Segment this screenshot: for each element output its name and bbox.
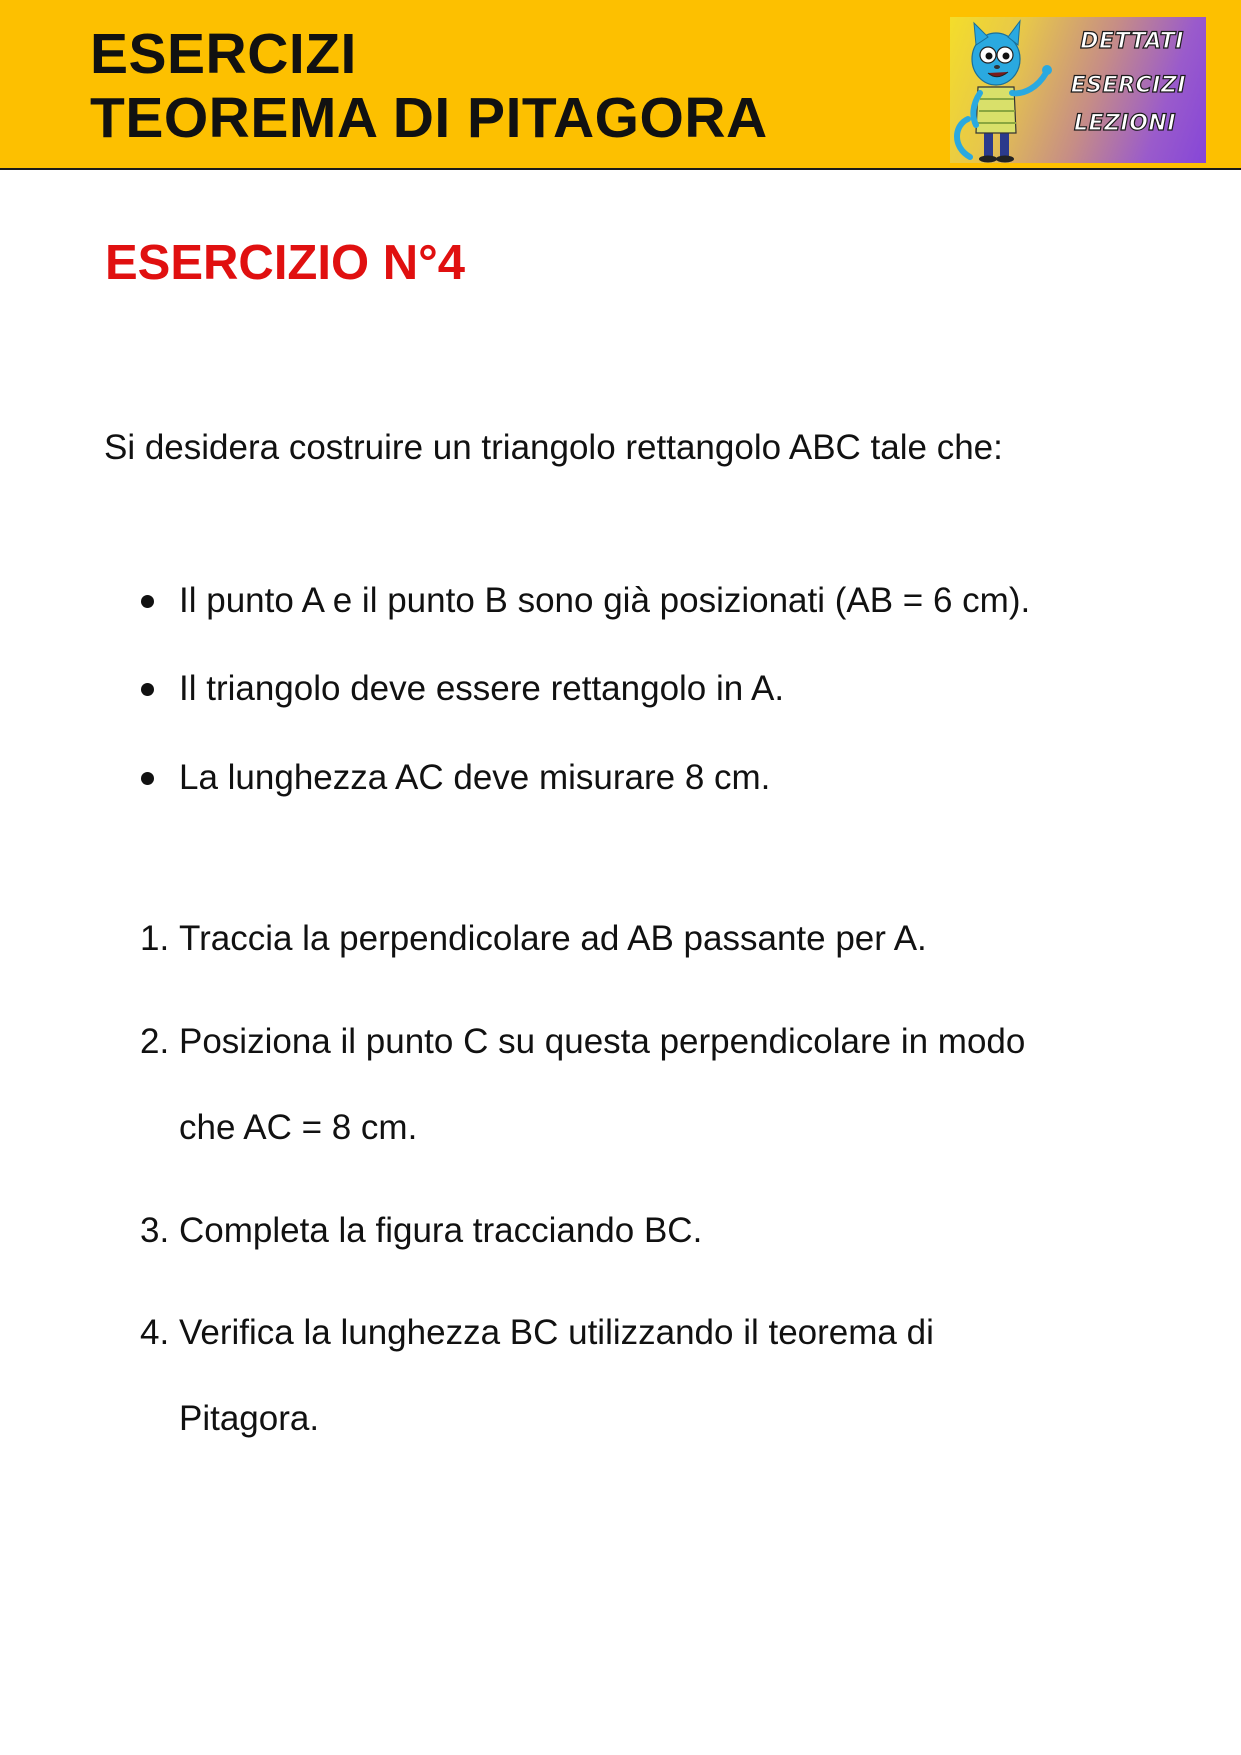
- step-number: 2.: [140, 1022, 170, 1061]
- step-text: [179, 1188, 1179, 1274]
- exercise-intro: Si desidera costruire un triangolo rettangolo ABC tale che:: [104, 428, 1003, 467]
- bullet-icon: [141, 772, 154, 785]
- header-bar: [0, 0, 1241, 170]
- step-number: 3.: [140, 1211, 170, 1250]
- step-line: Pitagora.: [179, 1399, 320, 1438]
- condition-text: La lunghezza AC deve misurare 8 cm.: [179, 758, 771, 797]
- bullet-icon: [141, 595, 154, 608]
- step-text: [179, 1290, 1179, 1462]
- blue-cat-mascot-icon: [950, 17, 1060, 163]
- bullet-icon: [141, 683, 154, 696]
- logo-word-dettati: DETTATI: [1080, 29, 1184, 54]
- condition-text: Il triangolo deve essere rettangolo in A.: [179, 669, 785, 708]
- step-line: che AC = 8 cm.: [179, 1108, 418, 1147]
- title-line-2: TEOREMA DI PITAGORA: [90, 86, 768, 150]
- step-number: 4.: [140, 1313, 170, 1352]
- step-text: [179, 896, 1179, 982]
- step-line: Completa la figura tracciando BC.: [179, 1211, 703, 1250]
- logo-word-lezioni: LEZIONI: [1074, 111, 1176, 136]
- site-logo[interactable]: [950, 17, 1206, 163]
- step-line: Verifica la lunghezza BC utilizzando il teorema di: [179, 1313, 934, 1352]
- exercise-title: ESERCIZIO N°4: [105, 236, 465, 290]
- title-line-1: ESERCIZI: [90, 22, 357, 86]
- step-text: [179, 999, 1179, 1171]
- logo-word-esercizi: ESERCIZI: [1070, 73, 1186, 98]
- step-number: 1.: [140, 919, 170, 958]
- worksheet-title: [90, 22, 768, 150]
- condition-text: Il punto A e il punto B sono già posizionati (AB = 6 cm).: [179, 581, 1031, 620]
- step-line: Posiziona il punto C su questa perpendicolare in modo: [179, 1022, 1026, 1061]
- step-line: Traccia la perpendicolare ad AB passante per A.: [179, 919, 927, 958]
